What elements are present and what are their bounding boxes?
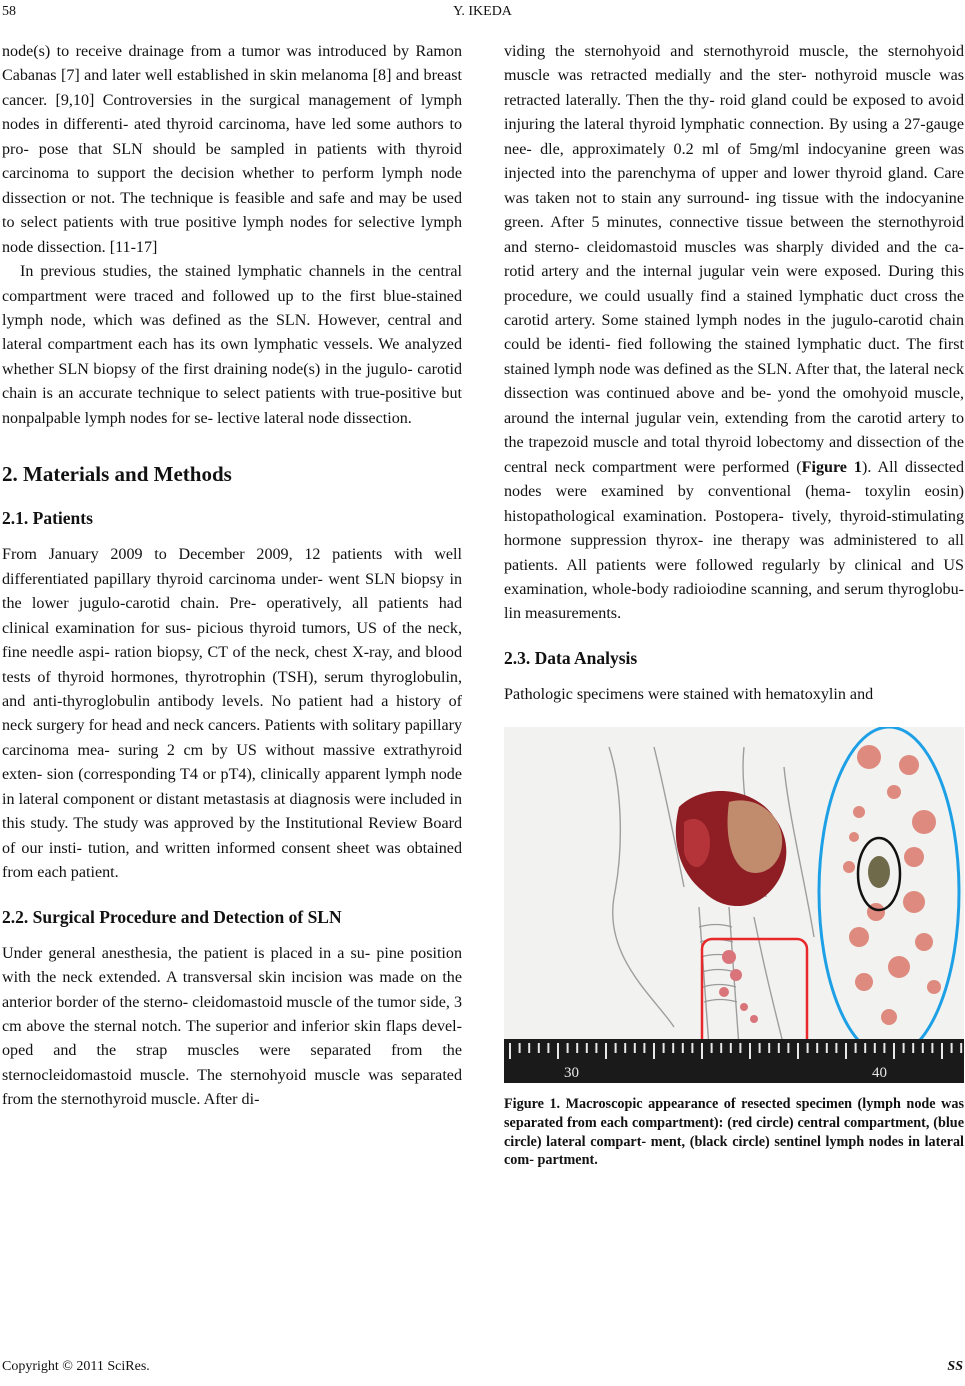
- section-title-materials-methods: 2. Materials and Methods: [2, 462, 232, 487]
- paragraph-text-b: ). All dissected nodes were examined by conventional (hema- toxylin eosin) histopathological examination. Postopera- tively, thyroid-stimulating hormone suppression thyrox- ine therapy was administered to all patients. All patients were followed regularly by clinical and US examination, whole-body radioiodine scanning, and serum thyroglobu- lin measurements.: [504, 458, 964, 623]
- paragraph-text-a: viding the sternohyoid and sternothyroid muscle, the sternohyoid muscle was retracted medially and the ster- nothyroid muscle was retracted laterally. Then the thy- roid gland could be exposed to avoid injuring the lateral thyroid lymphatic connection. By using a 27-gauge nee- dle, approximately 0.2 ml of 5mg/ml indocyanine green was injected into the parenchyma of upper and lower thyroid gland. Care was taken not to stain any surround- ing tissue with the indocyanine green. After 5 minutes, connective tissue between the sternothyroid and sterno- cleidomastoid muscles was sharply divided and the ca- rotid artery and the internal jugular vein were exposed. During this procedure, we could usually find a stained lymphatic duct cross the carotid artery. Some stained lymph nodes in the jugulo-carotid chain could be identi- fied following the stained lymphatic duct. The first stained lymph node was defined as the SLN. After that, the lateral neck dissection was continued above and be- yond the omohyoid muscle, around the internal jugular vein, extending from the carotid artery to the trapezoid muscle and total thyroid lobectomy and dissection of the central neck compartment were performed (: [504, 43, 964, 476]
- paragraph-intro-1: node(s) to receive drainage from a tumor was introduced by Ramon Cabanas [7] and later well established in skin melanoma [8] and breast cancer. [9,10] Controversies in the surgical management of lymph nodes in differenti- ated thyroid carcinoma, have led some authors to pro- pose that SLN should be sampled in patients with thyroid carcinoma to support the decision whether to perform lymph node dissection or not. The technique is feasible and safe and may be used to select patients with true positive lymph nodes for selective lymph node dissection. [11-17]: [2, 43, 462, 256]
- paragraph-patients: From January 2009 to December 2009, 12 patients with well differentiated papillary thyroid carcinoma under- went SLN biopsy in the lower jugulo-carotid chain. Pre- operatively, all patients had clinical examination for sus- picious thyroid tumors, US of the neck, fine needle aspi- ration biopsy, CT of the neck, chest X-ray, and blood tests of thyroid hormones, thyrotrophin (TSH), serum thyroglobulin, and anti-thyroglobulin antibody levels. No patient had a history of neck surgery for head and neck cancers. Patients with solitary papillary carcinoma mea- suring 2 cm by US without massive extrathyroid exten- sion (corresponding T4 or pT4), clinically apparent lymph node in lateral component or distant metastasis at diagnosis were included in this study. The study was approved by the Institutional Review Board of our insti- tution, and written informed consent sheet was obtained from each patient.: [2, 546, 462, 882]
- paragraph-surgical-procedure: Under general anesthesia, the patient is placed in a su- pine position with the neck extended. A transversal skin incision was made on the anterior border of the sterno- cleidomastoid muscle of the tumor side, 3 cm above the sternal notch. The superior and inferior skin flaps devel- oped and the strap muscles were separated from the sternocleidomastoid muscle. The sternohyoid muscle was separated from the sternothyroid muscle. After di-: [2, 944, 462, 1109]
- right-column: [504, 40, 964, 1170]
- subsection-title-surgical-procedure: 2.2. Surgical Procedure and Detection of SLN: [2, 906, 342, 927]
- paragraph-surgical-continued: [504, 40, 964, 627]
- running-head: Y. IKEDA: [453, 4, 512, 19]
- ruler-label-30: 30: [564, 1065, 579, 1082]
- left-column: [2, 40, 462, 1113]
- figure-1: [504, 727, 964, 1083]
- specimen-photo: [504, 727, 964, 1083]
- footer-journal: SS: [947, 1359, 963, 1374]
- ruler-label-40: 40: [872, 1065, 887, 1082]
- subsection-title-patients: 2.1. Patients: [2, 508, 93, 529]
- page-number: 58: [2, 4, 16, 19]
- subsection-title-data-analysis: 2.3. Data Analysis: [504, 647, 638, 668]
- paragraph-data-analysis: Pathologic specimens were stained with hematoxylin and: [504, 685, 874, 703]
- footer-copyright: Copyright © 2011 SciRes.: [2, 1359, 150, 1374]
- paragraph-intro-2: In previous studies, the stained lymphatic channels in the central compartment were traced and followed up to the first blue-stained lymph node, which was defined as the SLN. However, central and lateral compartment each has its own lymphatic vessels. We analyzed whether SLN biopsy of the first draining node(s) in the jugulo- carotid chain is an accurate technique to select patients with true-positive but nonpalpable lymph nodes for se- lective lateral node dissection.: [2, 263, 462, 427]
- figure-caption: Figure 1. Macroscopic appearance of resected specimen (lymph node was separated from each compartment): (red circle) central compartment, (blue circle) lateral compart- ment, (black circle) sentinel lymph nodes in lateral com- partment.: [504, 1096, 964, 1169]
- figure-reference: Figure 1: [801, 458, 862, 476]
